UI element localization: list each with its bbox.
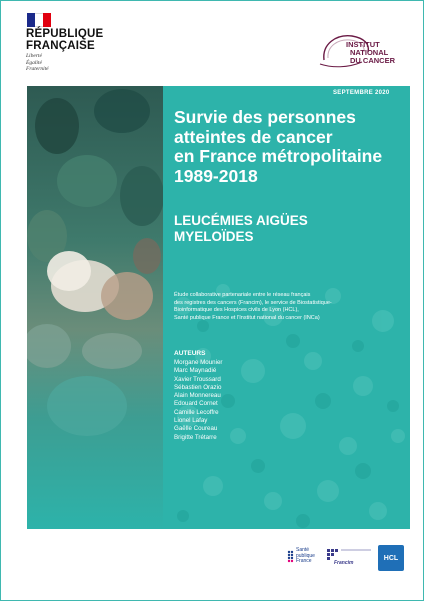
publication-date: SEPTEMBRE 2020 — [333, 90, 390, 96]
inca-logo-text: INSTITUT NATIONAL DU CANCER — [346, 40, 395, 65]
author-name: Gaëlle Coureau — [174, 425, 218, 433]
study-description: Étude collaborative partenariale entre le réseau français des registres des cancers (Francim), le service de Biostatistique- Bioinformatique des Hospices civils de Lyon (HCL), Santé publique France et l'Institut national du cancer (INCa) — [174, 292, 332, 321]
french-flag-icon — [27, 13, 51, 27]
republique-francaise-logo: RÉPUBLIQUE FRANÇAISE — [26, 28, 104, 52]
authors-heading: AUTEURS — [174, 350, 206, 357]
crowd-photo — [27, 86, 163, 529]
page-subtitle: LEUCÉMIES AIGÜES MYELOÏDES — [174, 213, 308, 244]
author-name: Edouard Cornet — [174, 400, 218, 408]
author-name: Sébastien Orazio — [174, 383, 222, 391]
author-name: Marc Maynadié — [174, 367, 217, 375]
author-name: Lionel Lafay — [174, 417, 208, 425]
hcl-logo: HCL — [378, 545, 404, 571]
page-title: Survie des personnes atteintes de cancer en France métropolitaine 1989-2018 — [174, 107, 383, 186]
authors-list — [174, 359, 223, 442]
francim-logo-text: Francim — [334, 560, 354, 566]
sante-publique-logo-text: Santé publique France — [296, 547, 315, 564]
republic-motto: Liberté Égalité Fraternité — [26, 53, 49, 72]
author-name: Morgane Mounier — [174, 359, 223, 366]
author-name: Brigitte Trétarre — [174, 433, 217, 441]
author-name: Camille Lecoffre — [174, 408, 219, 416]
author-name: Alain Monnereau — [174, 392, 221, 400]
author-name: Xavier Troussard — [174, 375, 221, 383]
